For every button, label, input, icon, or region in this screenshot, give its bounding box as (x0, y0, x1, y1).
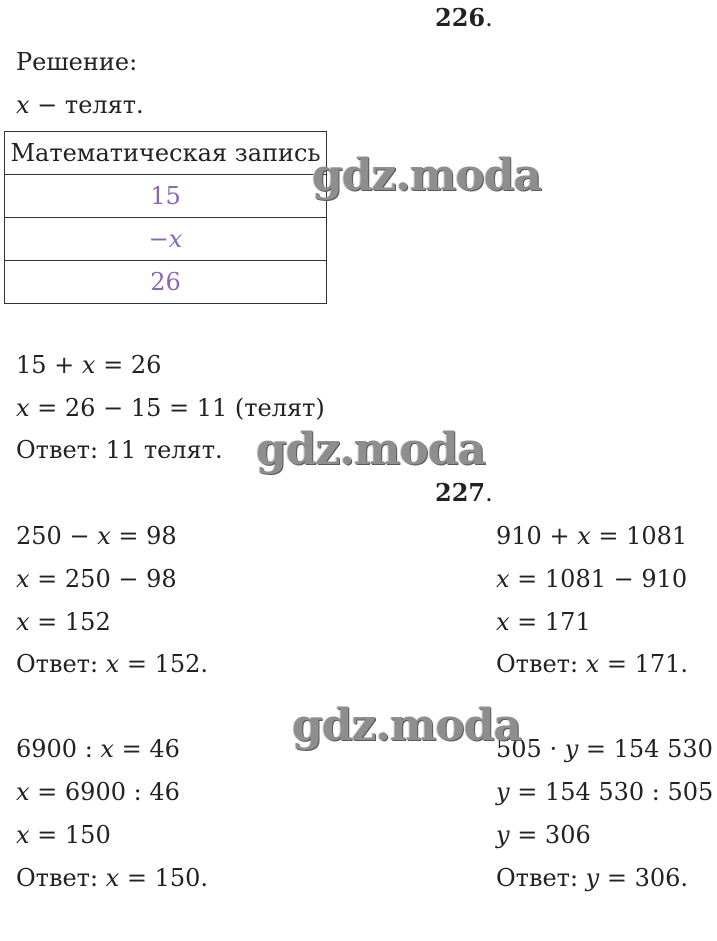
equation-227b-2: x = 1081 − 910 (496, 565, 688, 593)
equation-227c-2: x = 6900 : 46 (16, 778, 180, 806)
answer-227b: Ответ: x = 171. (496, 650, 689, 678)
equation-227d-1: 505 · y = 154 530 (496, 735, 713, 763)
equation-226-2: x = 26 − 15 = 11 (телят) (16, 394, 325, 422)
equation-227a-2: x = 250 − 98 (16, 565, 177, 593)
table-row-3: 26 (5, 261, 327, 304)
table-row-1: 15 (5, 175, 327, 218)
equation-227b-3: x = 171 (496, 608, 591, 636)
table-header: Математическая запись (5, 132, 327, 175)
answer-227a: Ответ: x = 152. (16, 650, 209, 678)
watermark-3: gdz.moda (292, 700, 522, 751)
equation-227b-1: 910 + x = 1081 (496, 522, 688, 550)
answer-226: Ответ: 11 телят. (16, 436, 223, 464)
equation-227d-2: y = 154 530 : 505 (496, 778, 714, 806)
problem-227-number: 227. (435, 478, 493, 507)
equation-227d-3: y = 306 (496, 821, 591, 849)
watermark-2: gdz.moda (256, 424, 486, 475)
variable-definition: x − телят. (16, 91, 144, 119)
equation-227a-3: x = 152 (16, 608, 111, 636)
equation-226-1: 15 + x = 26 (16, 351, 162, 379)
math-record-table (4, 131, 327, 304)
problem-226-number: 226. (435, 3, 493, 32)
answer-227d: Ответ: y = 306. (496, 864, 689, 892)
equation-227a-1: 250 − x = 98 (16, 522, 177, 550)
table-row-2: −x (5, 218, 327, 261)
solution-heading: Решение: (16, 48, 138, 76)
equation-227c-3: x = 150 (16, 821, 111, 849)
watermark-1: gdz.moda (312, 150, 542, 201)
answer-227c: Ответ: x = 150. (16, 864, 209, 892)
equation-227c-1: 6900 : x = 46 (16, 735, 180, 763)
